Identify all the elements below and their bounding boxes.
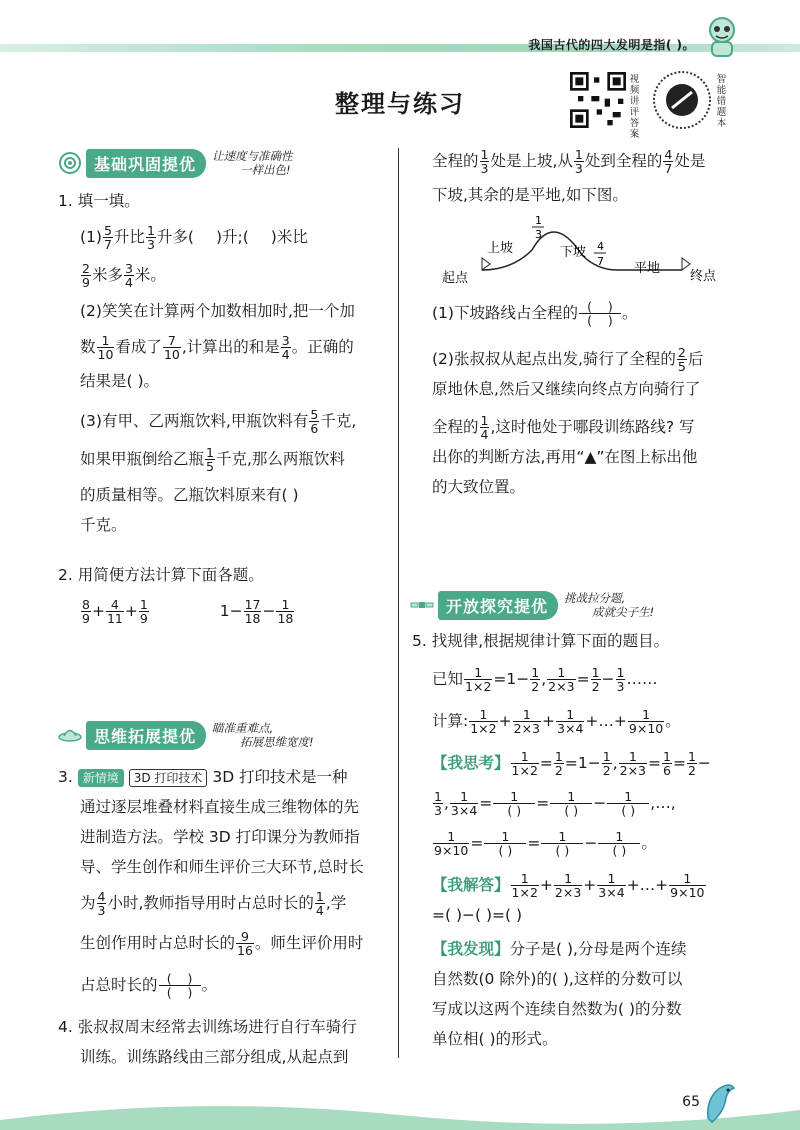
target-icon — [58, 151, 82, 175]
diagram-uphill-label: 上坡 — [487, 241, 514, 256]
answer-blank[interactable]: $\frac{( )}{( )}$ — [579, 300, 621, 327]
q5-find-3: 写成以这两个连续自然数为( )的分数 — [432, 1000, 682, 1018]
q5-think-3: $\frac{1}{9\times 10}$ = $\frac{1}{( )}$ = $\frac{1}{( )}$ − $\frac{1}{( )}$ 。 — [434, 829, 657, 858]
q3-line7: 占总时长的 $\frac{( )}{( )}$ 。 — [80, 971, 218, 1000]
qr-code-icon[interactable] — [570, 72, 626, 128]
bottom-wave-decoration — [0, 1090, 800, 1130]
q1-part3-line3: 的质量相等。乙瓶饮料原来有( ) — [80, 486, 299, 504]
q1-part3-line1: (3)有甲、乙两瓶饮料,甲瓶饮料有 $\frac{5}{6}$ 千克, — [80, 407, 357, 436]
section-thinking-badge: 思维拓展提优 — [86, 721, 206, 750]
q3-line6: 生创作用时占总时长的 $\frac{9}{16}$ 。师生评价用时 — [80, 929, 364, 958]
page-number: 65 — [682, 1094, 700, 1110]
q1-part3-line4: 千克。 — [80, 516, 127, 534]
q4-right-line2: 下坡,其余的是平地,如下图。 — [432, 186, 628, 204]
page-title: 整理与练习 — [335, 90, 465, 118]
q1-part1-cont: $\frac{2}{9}$ 米多 $\frac{3}{4}$ 米。 — [82, 261, 166, 290]
q1-part2-line3: 结果是( )。 — [80, 372, 160, 390]
diagram-frac-1-3-den: 3 — [535, 228, 542, 241]
question-4-subs — [432, 298, 752, 502]
q4-right-line1: 全程的 $\frac{1}{3}$ 处是上坡,从 $\frac{1}{3}$ 处到全程的 $\frac{4}{7}$ 处是 — [432, 147, 706, 176]
diagram-frac-4-7-den: 7 — [597, 255, 604, 268]
q3-line5: 为 $\frac{4}{3}$ 小时,教师指导用时占总时长的 $\frac{1}{4}$ ,学 — [80, 889, 347, 918]
q5-line1: 5. 找规律,根据规律计算下面的题目。 — [412, 632, 670, 650]
diagram-frac-1-3-num: 1 — [535, 214, 542, 227]
satellite-icon — [410, 593, 434, 617]
question-4-cont — [432, 146, 752, 210]
section-basic-slogan: 让速度与准确性 一样出色! — [212, 149, 293, 177]
section-open-slogan: 挑战拉分题, 成就尖子生! — [564, 591, 655, 619]
q5-find-1: 【我发现】分子是( ),分母是两个连续 — [432, 940, 687, 958]
q1-part1: (1) $\frac{5}{7}$ 升比 $\frac{1}{3}$ 升多( )升;( )米比 — [80, 223, 308, 252]
q3-line2: 通过逐层堆叠材料直接生成三维物体的先 — [80, 798, 360, 816]
section-open-header — [410, 592, 654, 618]
question-1 — [58, 186, 388, 540]
q4-sub2-line1: (2)张叔叔从起点出发,骑行了全程的 $\frac{2}{5}$ 后 — [432, 345, 704, 374]
diagram-end-label: 终点 — [690, 269, 717, 284]
question-4-start — [58, 1012, 388, 1072]
section-basic-badge: 基础巩固提优 — [86, 149, 206, 178]
q4-line2: 训练。训练路线由三部分组成,从起点到 — [80, 1048, 349, 1066]
section-thinking-header — [58, 722, 314, 748]
route-diagram — [432, 210, 752, 290]
diagram-downhill-label: 下坡 — [560, 245, 587, 260]
q5-think: 【我思考】 $\frac{1}{1\times 2}$ = $\frac{1}{2}$ =1− $\frac{1}{2}$ , $\frac{1}{2\times 3}$ = $\frac{1}{6}$ = $\frac{1}{2}$ − — [432, 749, 711, 778]
qr-label-error-book: 智能错题本 — [716, 74, 727, 129]
q5-find-2: 自然数(0 除外)的( ),这样的分数可以 — [432, 970, 683, 988]
q1-label: 1. 填一填。 — [58, 192, 140, 210]
question-3 — [58, 762, 388, 1000]
q4-line1: 4. 张叔叔周末经常去训练场进行自行车骑行 — [58, 1018, 357, 1036]
q5-think-2: $\frac{1}{3}$ , $\frac{1}{3\times 4}$ = $\frac{1}{( )}$ = $\frac{1}{( )}$ − $\frac{1}{( )}$ ,…, — [434, 789, 676, 818]
q3-line4: 导、学生创作和师生评价三大环节,总时长 — [80, 858, 364, 876]
column-divider — [398, 148, 399, 1058]
diagram-frac-4-7-num: 4 — [597, 240, 604, 253]
top-question: 我国古代的四大发明是指( )。 — [528, 38, 695, 52]
robot-mascot-icon — [702, 14, 742, 60]
q5-answer-line[interactable]: =( )−( )=( ) — [432, 906, 523, 924]
section-basic-header — [58, 150, 293, 176]
new-scenario-tag: 新情境 — [78, 769, 124, 787]
ufo-icon — [58, 723, 82, 747]
q4-sub2-line4: 出你的判断方法,再用“▲”在图上标出他 — [432, 448, 698, 466]
dolphin-icon — [700, 1078, 740, 1126]
q3-line3: 进制造方法。学校 3D 打印课分为教师指 — [80, 828, 360, 846]
question-2 — [58, 560, 388, 626]
qr-label-video: 视频讲评答案 — [629, 74, 640, 140]
q5-solve: 【我解答】 $\frac{1}{1\times 2}$ + $\frac{1}{2\times 3}$ + $\frac{1}{3\times 4}$ +…+ $\frac{1}{9\times 10}$ — [432, 871, 705, 900]
q3-line1: 3. 新情境 3D 打印技术 3D 打印技术是一种 — [58, 768, 348, 786]
q4-sub1: (1)下坡路线占全程的 $\frac{( )}{( )}$ 。 — [432, 299, 638, 328]
q4-sub2-line2: 原地休息,然后又继续向终点方向骑行了 — [432, 380, 701, 398]
q1-part2-line2: 数 $\frac{1}{10}$ 看成了 $\frac{7}{10}$ ,计算出的和是 $\frac{3}{4}$ 。正确的 — [80, 333, 354, 362]
q4-sub2-line5: 的大致位置。 — [432, 478, 526, 496]
answer-blank[interactable]: $\frac{( )}{( )}$ — [159, 972, 201, 999]
q5-calc: 计算: $\frac{1}{1\times 2}$ + $\frac{1}{2\times 3}$ + $\frac{1}{3\times 4}$ +…+ $\frac{1}{9\times 10}$ 。 — [432, 707, 681, 736]
diagram-flat-label: 平地 — [634, 261, 661, 276]
diagram-start-label: 起点 — [442, 271, 469, 286]
q5-known: 已知 $\frac{1}{1\times 2}$ =1− $\frac{1}{2}$ , $\frac{1}{2\times 3}$ = $\frac{1}{2}$ − $\frac{1}{3}$ …… — [432, 665, 658, 694]
q4-sub2-line3: 全程的 $\frac{1}{4}$ ,这时他处于哪段训练路线? 写 — [432, 413, 695, 442]
section-thinking-slogan: 瞄准重难点, 拓展思维宽度! — [212, 721, 314, 749]
smart-error-book-icon[interactable] — [652, 70, 712, 130]
section-open-badge: 开放探究提优 — [438, 591, 558, 620]
question-5 — [412, 626, 752, 1054]
q5-find-4: 单位相( )的形式。 — [432, 1030, 558, 1048]
q2-label: 2. 用简便方法计算下面各题。 — [58, 566, 264, 584]
q1-part3-line2: 如果甲瓶倒给乙瓶 $\frac{1}{5}$ 千克,那么两瓶饮料 — [80, 445, 345, 474]
q2-expressions: $\frac{8}{9}$ + $\frac{4}{11}$ + $\frac{1}{9}$ 1− $\frac{17}{18}$ − $\frac{1}{18}$ — [82, 597, 294, 626]
q1-part2-line1: (2)笑笑在计算两个加数相加时,把一个加 — [80, 302, 355, 320]
3d-printing-tag: 3D 打印技术 — [129, 769, 208, 787]
